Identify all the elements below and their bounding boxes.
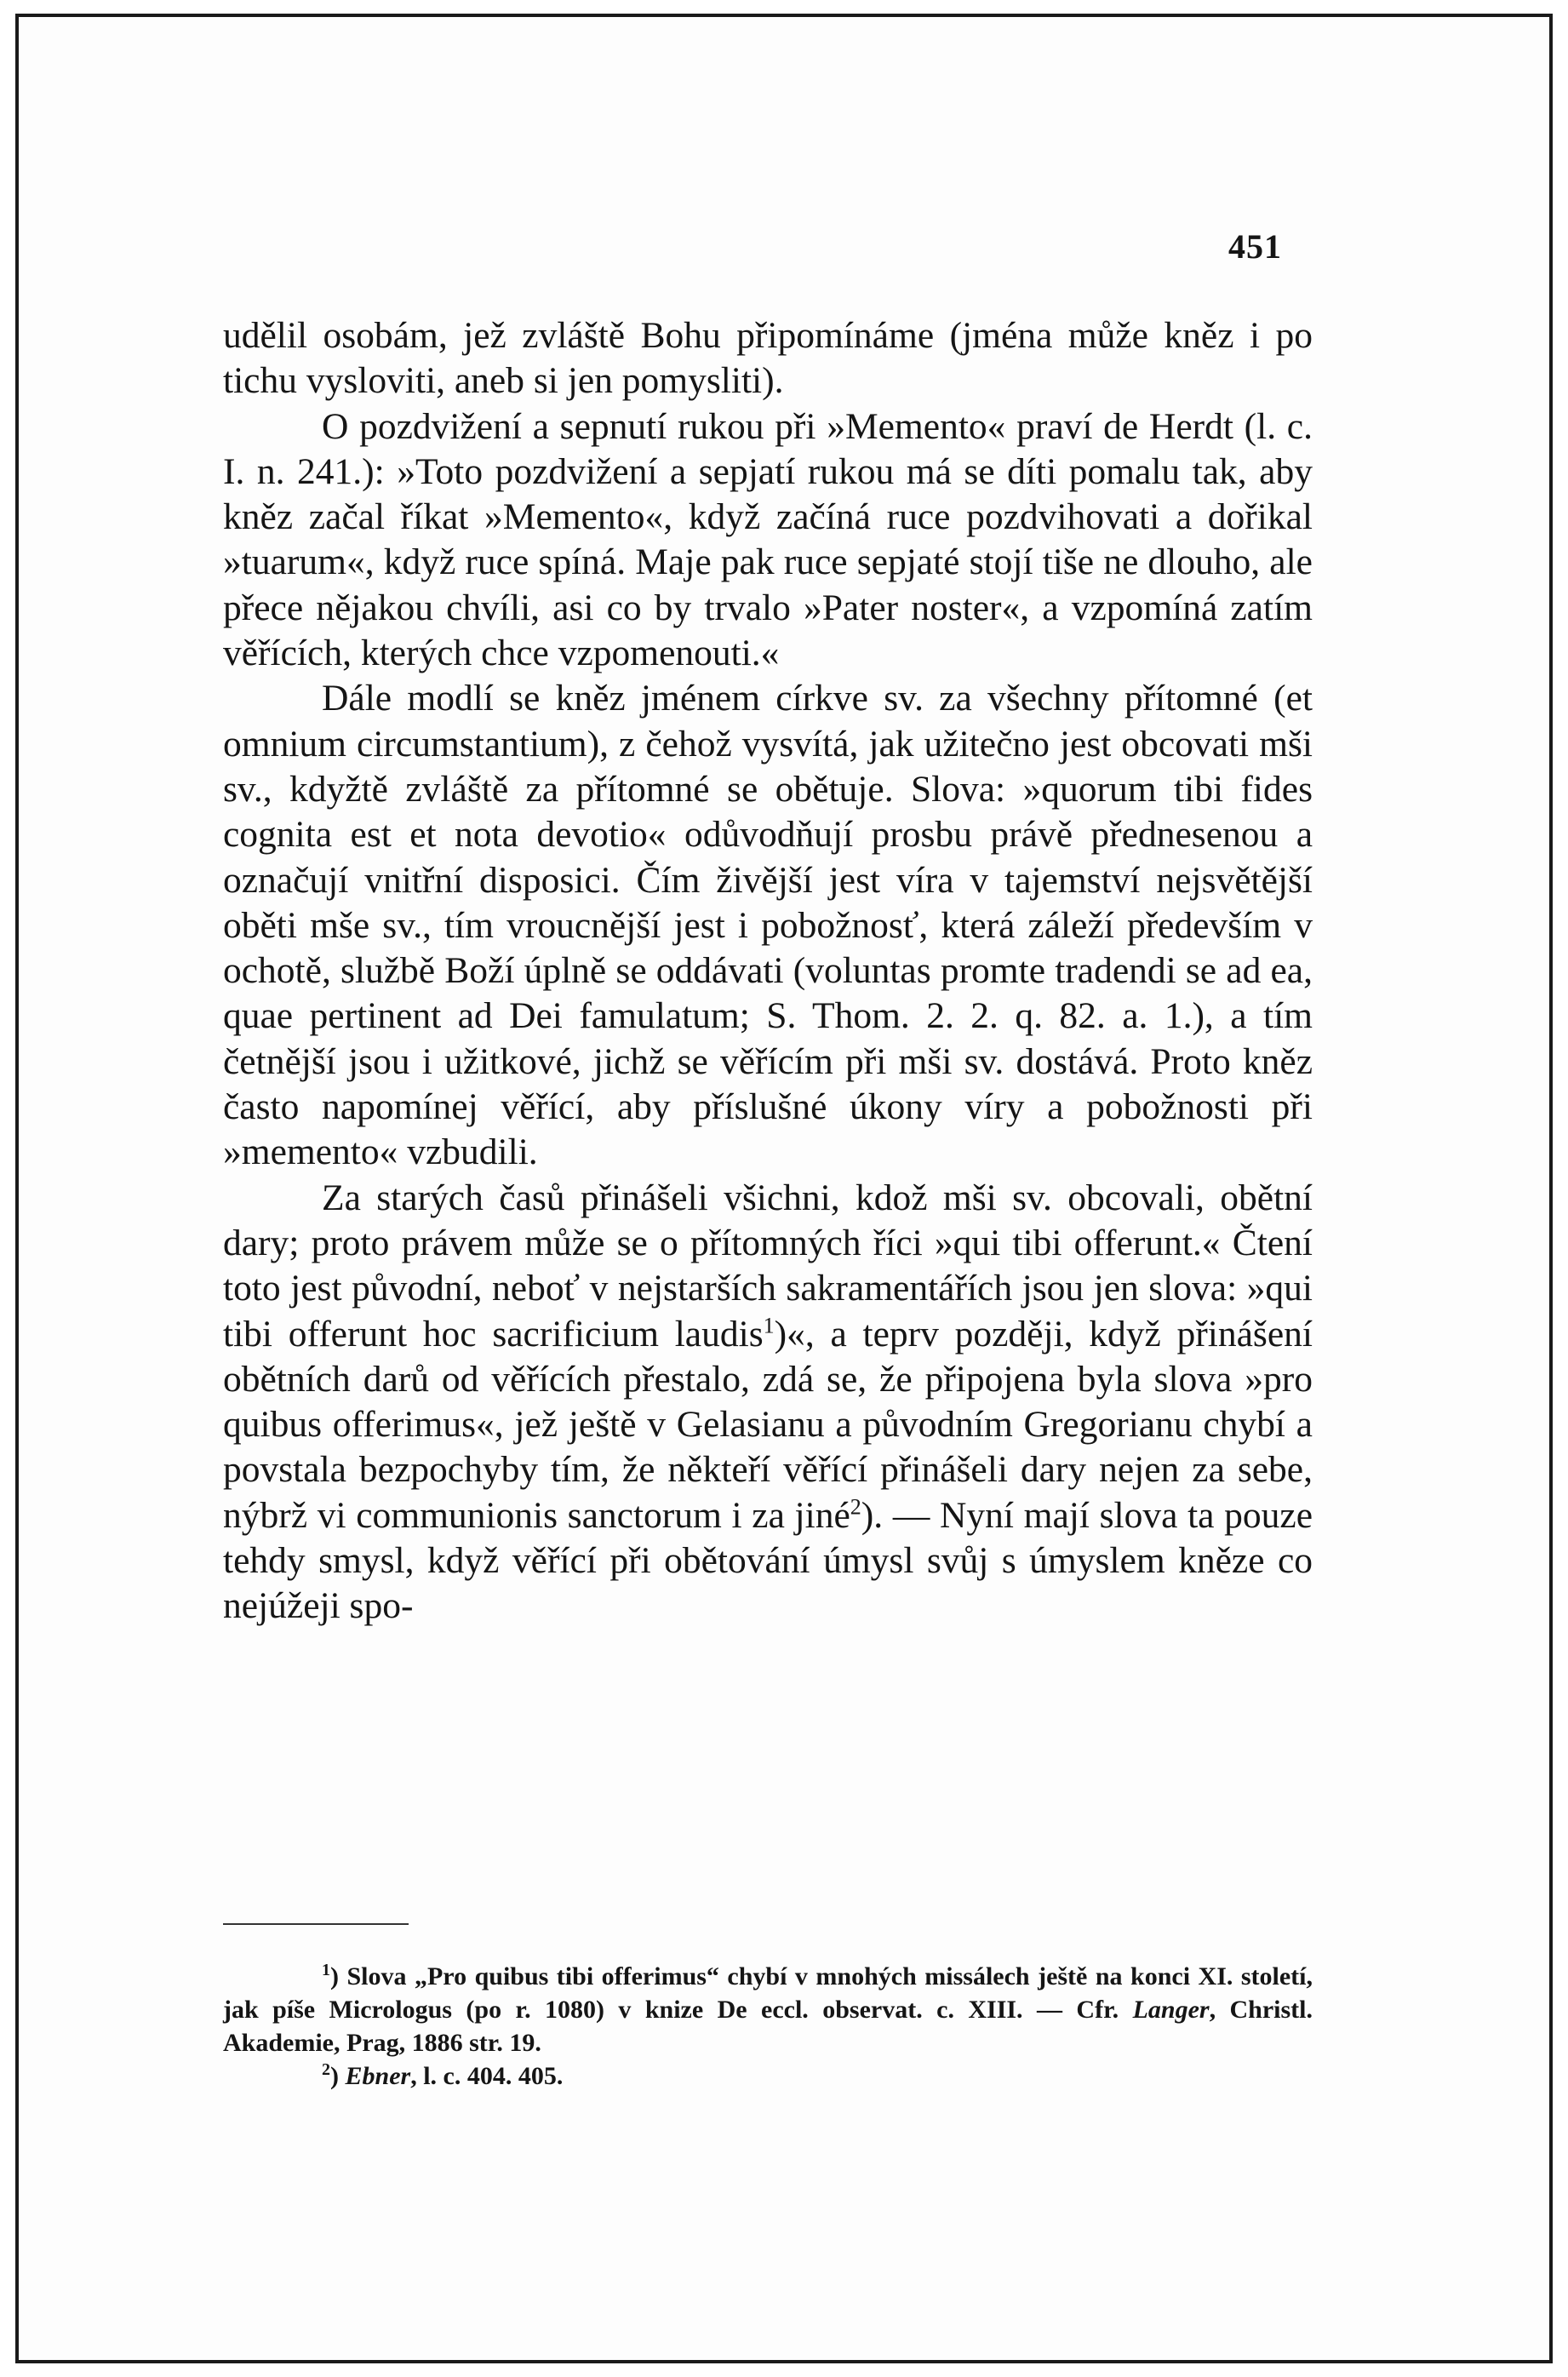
paragraph-4-part-b: )«, a teprv později, když přinášení obětních darů od věřících přestalo, zdá se, že připojena byla slova »pro quibus offerimus«, jež ještě v Gelasianu a původním Gregorianu chybí a povstala bezpochyby tím, že někteří věřící přinášeli dary nejen za sebe, nýbrž vi communionis sanctorum i za jiné bbox=[223, 1313, 1313, 1536]
footnote-divider bbox=[223, 1923, 409, 1925]
footnote-1 bbox=[223, 1960, 1313, 2059]
footnote-1-text-a: ) Slova „Pro quibus tibi offerimus“ chybí v mnohých missálech ještě na konci XI. století, jak píše Micrologus (po r. 1080) v knize De eccl. observat. c. XIII. — Cfr. bbox=[223, 1962, 1313, 2024]
footnote-2-text-a: ) bbox=[330, 2062, 346, 2090]
footnote-1-author: Langer bbox=[1132, 1996, 1210, 2024]
paragraph-2: O pozdvižení a sepnutí rukou při »Memento« praví de Herdt (l. c. I. n. 241.): »Toto pozdvižení a sepjatí rukou má se díti pomalu tak, aby kněz začal říkat »Memento«, když začíná ruce pozdvihovati a dořikal »tuarum«, když ruce spíná. Maje pak ruce sepjaté stojí tiše ne dlouho, ale přece nějakou chvíli, asi co by trvalo »Pater noster«, a vzpomíná zatím věřících, kterých chce vzpomenouti.« bbox=[223, 405, 1313, 674]
footnote-2-text-b: , l. c. 404. 405. bbox=[410, 2062, 564, 2090]
footnote-2-mark: 2 bbox=[322, 2060, 330, 2079]
paragraph-3: Dále modlí se kněz jménem církve sv. za všechny přítomné (et omnium circumstantium), z čehož vysvítá, jak užitečno jest obcovati mši sv., kdyžtě zvláště za přítomné se obětuje. Slova: »quorum tibi fides cognita est et nota devotio« odůvodňují prosbu právě přednesenou a označují vnitřní disposici. Čím živější jest víra v tajemství nejsvětější oběti mše sv., tím vroucnější jest i pobožnosť, která záleží především v ochotě, službě Boží úplně se oddávati (voluntas promte tradendi se ad ea, quae pertinent ad Dei famulatum; S. Thom. 2. 2. q. 82. a. 1.), a tím četnější jsou i užitkové, jichž se věřícím při mši sv. dostává. Proto kněz často napomínej věřící, aby příslušné úkony víry a pobožnosti při »memento« vzbudili. bbox=[223, 678, 1313, 1173]
footnote-1-text-b: , Christl. Akademie, Prag, 1886 str. 19. bbox=[223, 1996, 1313, 2057]
footnote-ref-2: 2 bbox=[850, 1494, 861, 1520]
page-frame bbox=[15, 14, 1553, 2363]
footnote-2-author: Ebner bbox=[345, 2062, 411, 2090]
paragraph-1: udělil osobám, jež zvláště Bohu připomínáme (jména může kněz i po tichu vysloviti, aneb si jen pomysliti). bbox=[223, 315, 1313, 402]
body-text bbox=[223, 313, 1313, 1630]
footnote-1-mark: 1 bbox=[322, 1961, 330, 1979]
footnote-ref-1: 1 bbox=[763, 1313, 775, 1338]
paragraph-4-part-a: Za starých časů přinášeli všichni, kdož mši sv. obcovali, obětní dary; proto právem může se o přítomných říci »qui tibi offerunt.« Čtení toto jest původní, neboť v nejstarších sakramentářích jsou jen slova: »qui tibi offerunt hoc sacrificium laudis bbox=[223, 1177, 1313, 1355]
paragraph-4-part-c: ). — Nyní mají slova ta pouze tehdy smysl, když věřící při obětování úmysl svůj s úmyslem kněze co nejúžeji spo- bbox=[223, 1494, 1313, 1627]
page-number: 451 bbox=[1228, 227, 1282, 266]
footnote-2 bbox=[223, 2059, 1313, 2093]
paragraph-4 bbox=[223, 1176, 1313, 1630]
footnotes bbox=[223, 1960, 1313, 2093]
